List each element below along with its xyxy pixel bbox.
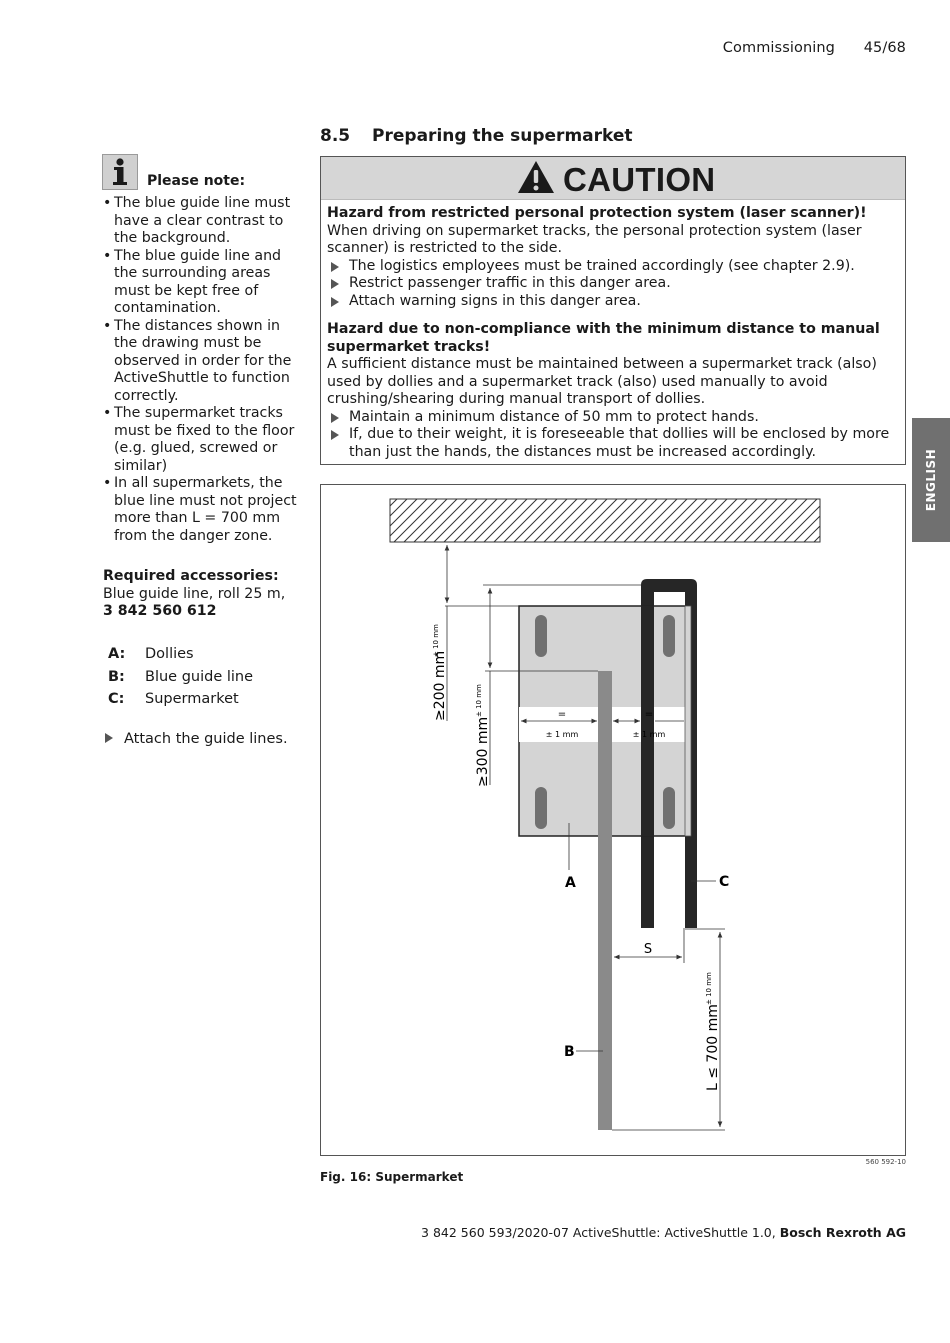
svg-text:L ≤ 700 mm [705,1004,721,1091]
svg-text:≥300 mm [475,717,491,787]
hazard-title: Hazard from restricted personal protection system (laser scanner)! [327,205,867,221]
svg-text:± 10 mm [475,684,483,717]
footer-text: 3 842 560 593/2020-07 ActiveShuttle: ActiveShuttle 1.0, [421,1225,780,1240]
label-c: C [719,874,730,890]
step-text: If, due to their weight, it is foreseeable that dollies will be enclosed by more than just the hands, the distances must be increased accordingly. [349,426,890,460]
hazard-text: When driving on supermarket tracks, the personal protection system (laser scanner) is restricted to the side. [327,222,862,256]
hazard-step [327,293,899,311]
dim-700-tolerance: ± 10 mm [705,972,713,1005]
section-heading [320,126,633,146]
accessories-part-number: 3 842 560 612 [103,603,217,619]
legend-key: C: [108,691,125,707]
svg-text:± 10 mm [432,624,440,657]
wall-hatch [390,499,820,542]
step-text: Attach warning signs in this danger area. [349,292,641,309]
caution-header [321,157,905,200]
hazard-step [327,409,899,427]
note-item: • In all supermarkets, the blue line must not project more than L = 700 mm from the danger zone. [103,475,303,545]
page-header [723,40,906,56]
legend-item [108,669,253,692]
legend-label: Dollies [145,646,194,662]
legend-key: A: [108,646,126,662]
s-label: S [643,942,653,957]
note-item: • The distances shown in the drawing must be observed in order for the ActiveShuttle to function correctly. [103,318,303,406]
figure-code: 560 592-10 [865,1158,906,1166]
accessories-title: Required accessories: [103,568,279,584]
language-label: ENGLISH [924,448,938,512]
hazard-step [327,275,899,293]
page-footer [421,1225,906,1240]
step-arrow-icon [331,430,339,440]
info-icon [102,154,138,190]
dim-200-label: ≥200 mm [432,650,448,721]
svg-text:± 10 mm [705,972,713,1005]
label-a: A [565,875,576,891]
warning-triangle-icon [517,160,555,194]
step-arrow-icon [331,262,339,272]
hazard-step [327,258,899,276]
equal-sign: = [644,709,654,720]
legend-item [108,691,253,714]
footer-company: Bosch Rexroth AG [779,1225,906,1240]
legend-label: Supermarket [145,691,239,707]
guide-line [598,671,612,1130]
dim-700-label: L ≤ 700 mm [705,1004,721,1091]
legend-label: Blue guide line [145,668,254,685]
dim-300-tolerance: ± 10 mm [475,684,483,717]
legend-item [108,646,253,669]
dim-200-tolerance: ± 10 mm [432,624,440,657]
tolerance-label: ± 1 mm [545,730,579,739]
step-arrow-icon [331,413,339,423]
header-section: Commissioning [722,40,835,56]
note-list [103,195,303,545]
page-number: 45/68 [863,40,906,56]
language-tab [912,418,950,542]
note-item: • The supermarket tracks must be fixed to the floor (e.g. glued, screwed or similar) [103,405,303,475]
figure-caption: Fig. 16: Supermarket [320,1170,464,1184]
note-title: Please note: [147,173,246,189]
dim-300-label: ≥300 mm [475,716,491,787]
supermarket-drawing [321,485,905,1155]
step-arrow-icon [105,733,113,743]
dolly-wheel [535,615,547,657]
note-item: • The blue guide line and the surrounding areas must be kept free of contamination. [103,248,303,318]
legend [108,646,253,714]
step-text: Restrict passenger traffic in this danger area. [349,275,671,291]
required-accessories [103,568,303,621]
caution-body [321,200,905,461]
hazard-title: Hazard due to non-compliance with the minimum distance to manual supermarket tracks! [327,321,880,355]
label-b: B [564,1044,575,1060]
note-item: • The blue guide line must have a clear contrast to the background. [103,195,303,248]
section-number: 8.5 [320,126,351,146]
figure-frame [320,484,906,1156]
step-text: The logistics employees must be trained accordingly (see chapter 2.9). [349,257,855,274]
dolly-wheel [663,615,675,657]
legend-key: B: [108,668,125,685]
step-text: Maintain a minimum distance of 50 mm to protect hands. [349,408,759,425]
svg-text:≥200 mm [432,651,448,721]
dolly-wheel [663,787,675,829]
dolly-wheel [535,787,547,829]
accessories-text: Blue guide line, roll 25 m, [103,585,286,602]
hazard-text: A sufficient distance must be maintained between a supermarket track (also) used by dollies and a supermarket track (also) used manually to avoid crushing/shearing during manual transport of dollies. [327,356,877,407]
action-step [105,731,288,747]
equal-sign: = [557,709,567,720]
section-title: Preparing the supermarket [372,126,633,146]
tolerance-label: ± 1 mm [632,730,666,739]
action-text: Attach the guide lines. [124,731,288,747]
hazard-step [327,426,899,461]
caution-label: CAUTION [563,161,716,198]
caution-box [320,156,906,465]
step-arrow-icon [331,279,339,289]
step-arrow-icon [331,297,339,307]
